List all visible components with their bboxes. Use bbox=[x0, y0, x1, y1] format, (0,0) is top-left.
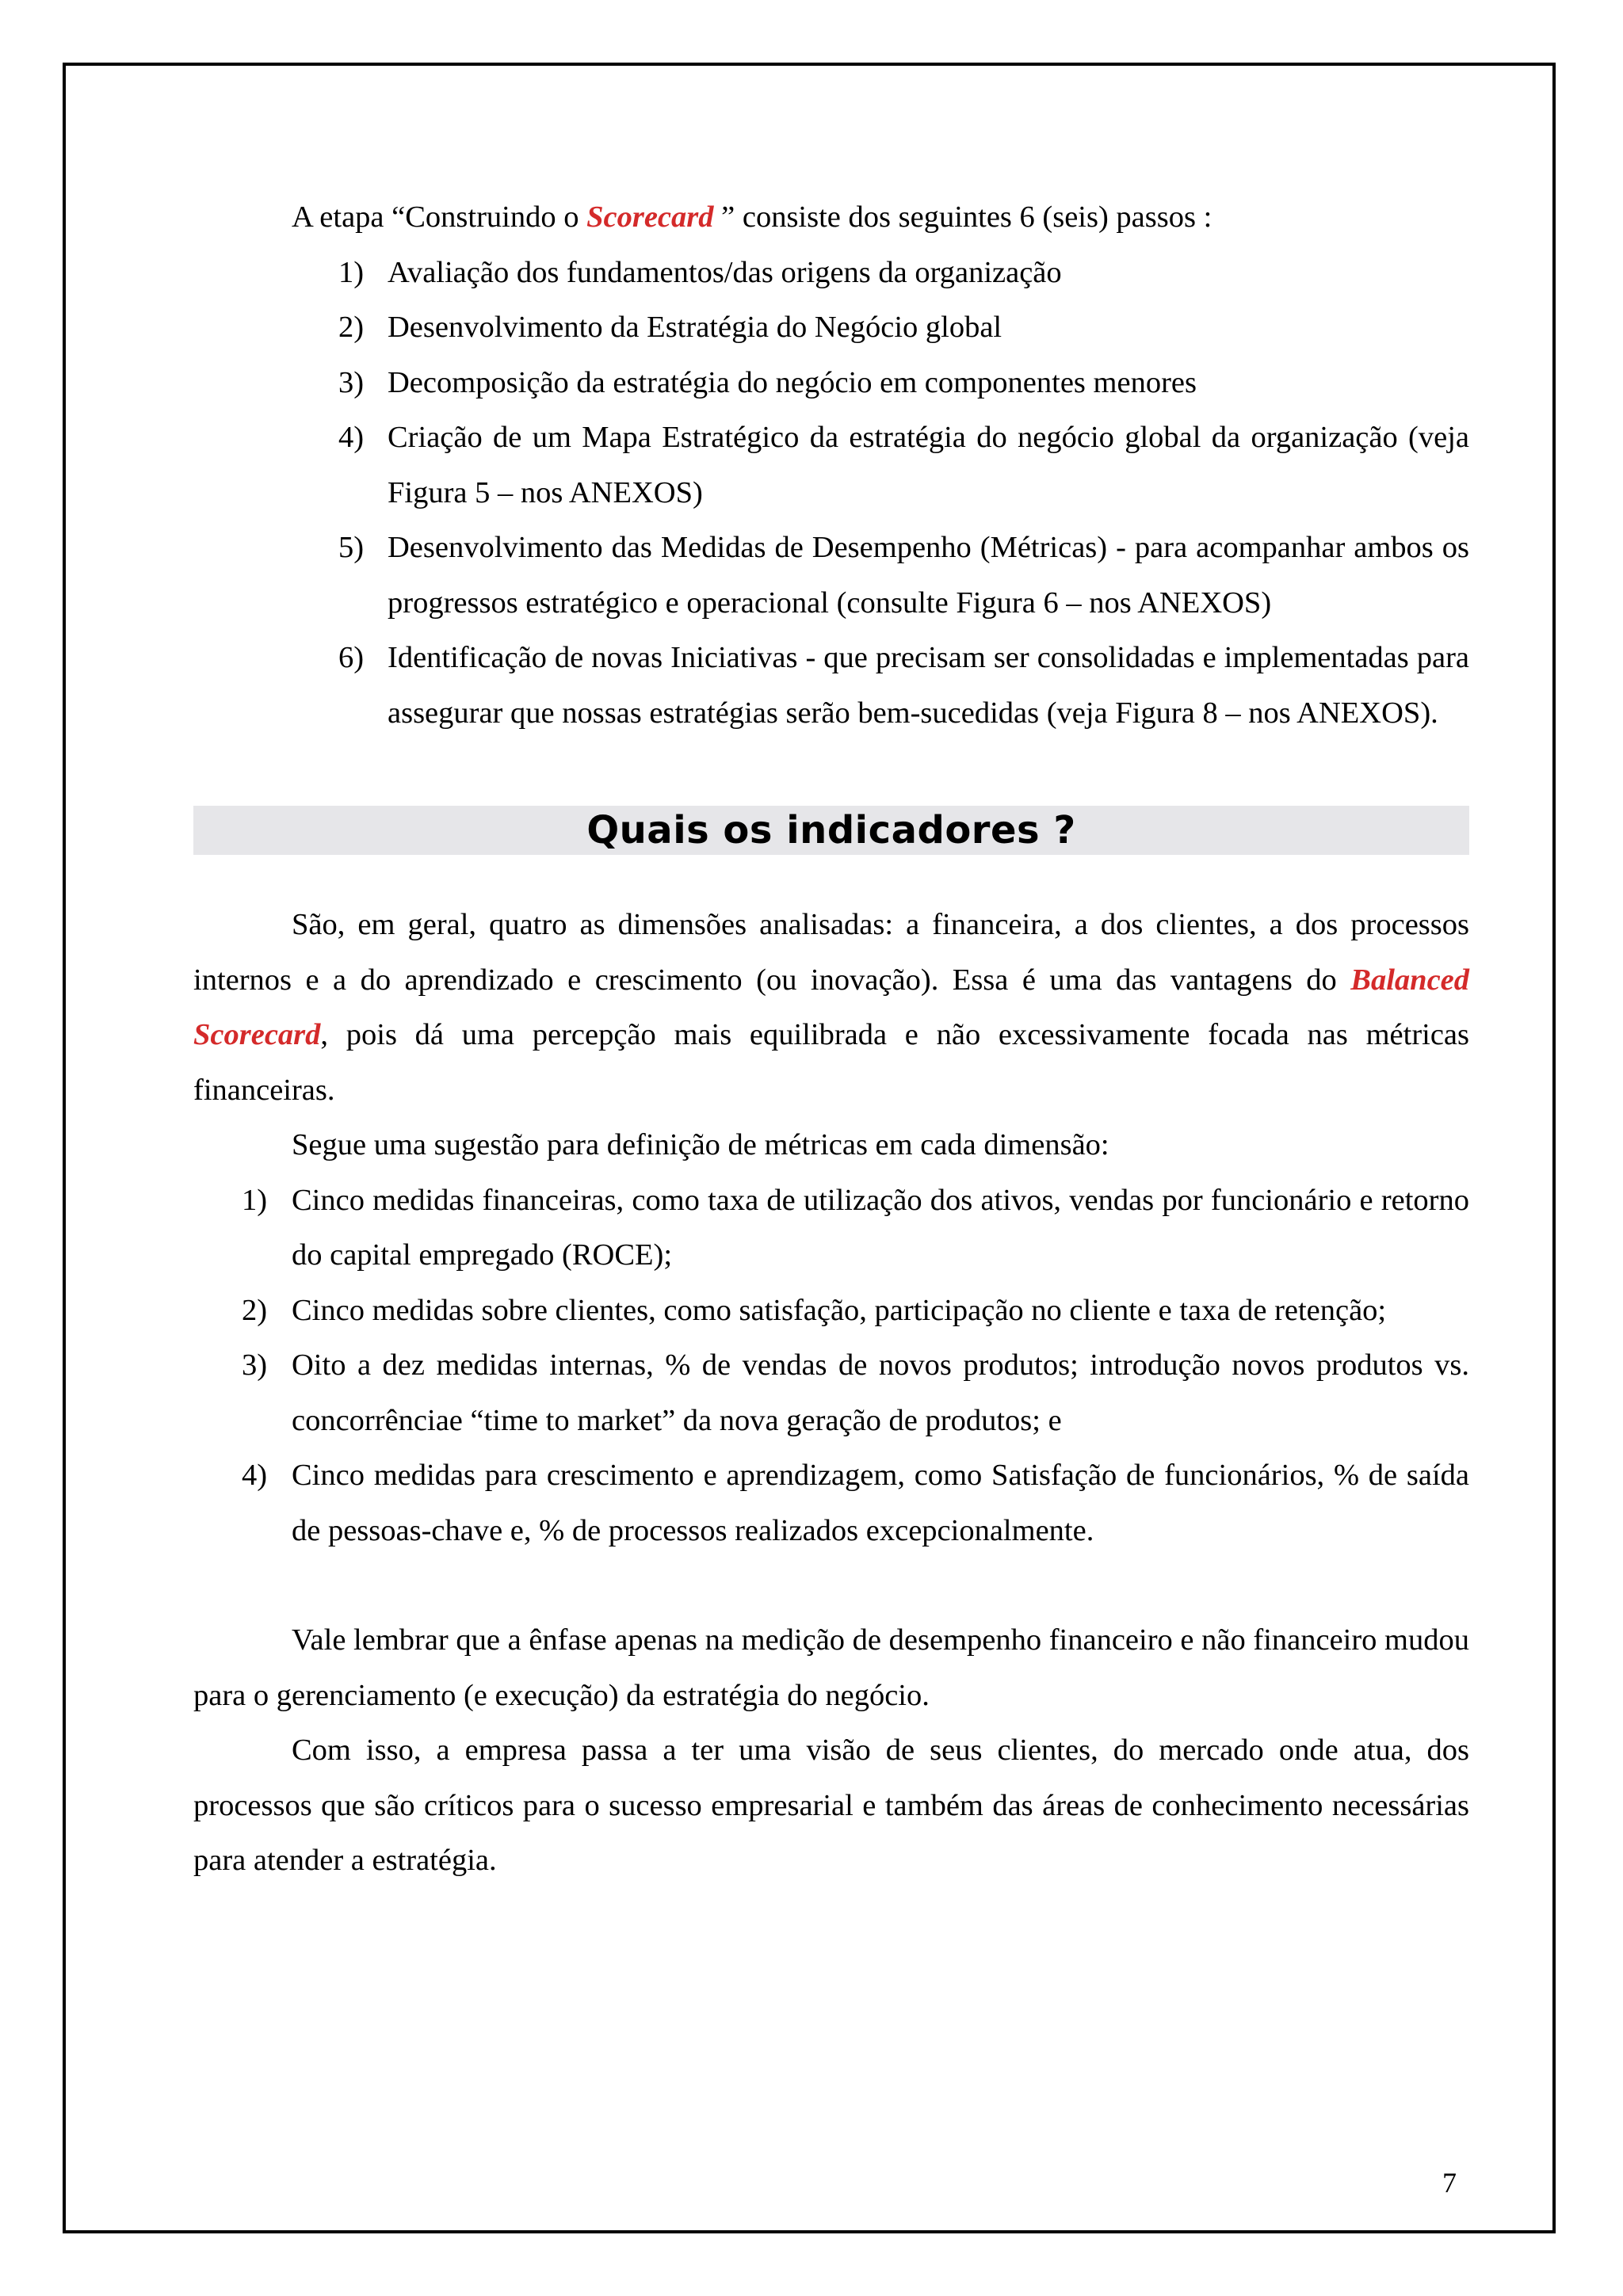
list-number: 2) bbox=[338, 311, 365, 344]
list-number: 1) bbox=[242, 1183, 268, 1217]
section-title: Quais os indicadores ? bbox=[586, 808, 1076, 852]
dimensions-before: São, em geral, quatro as dimensões analisadas: a financeira, a dos clientes, a dos processos internos e a do aprendizado e crescimento (ou inovação). Essa é uma das vantagens do bbox=[193, 908, 1469, 997]
list-text: Criação de um Mapa Estratégico da estratégia do negócio global da organização (veja Figura 5 – nos ANEXOS) bbox=[388, 421, 1469, 509]
list-item bbox=[193, 1448, 1469, 1558]
closing-paragraph: Com isso, a empresa passa a ter uma visão de seus clientes, do mercado onde atua, dos processos que são críticos para o sucesso empresarial e também das áreas de conhecimento necessárias para atender a estratégia. bbox=[193, 1733, 1469, 1877]
intro-before: A etapa “Construindo o bbox=[292, 200, 587, 234]
list-item bbox=[193, 246, 1469, 301]
metrics-list bbox=[193, 1173, 1469, 1559]
page-content bbox=[193, 190, 1469, 1889]
steps-list bbox=[193, 246, 1469, 742]
list-number: 2) bbox=[242, 1293, 268, 1327]
list-text: Cinco medidas para crescimento e aprendizagem, como Satisfação de funcionários, % de saída de pessoas-chave e, % de processos realizados excepcionalmente. bbox=[292, 1459, 1469, 1547]
list-text: Desenvolvimento das Medidas de Desempenho (Métricas) - para acompanhar ambos os progressos estratégico e operacional (consulte Figura 6 – nos ANEXOS) bbox=[388, 531, 1469, 620]
list-text: Cinco medidas sobre clientes, como satisfação, participação no cliente e taxa de retenção; bbox=[292, 1293, 1387, 1327]
list-text: Oito a dez medidas internas, % de vendas de novos produtos; introdução novos produtos vs. concorrênciae “time to market” da nova geração de produtos; e bbox=[292, 1348, 1469, 1437]
paragraph-spacer bbox=[193, 1558, 1469, 1613]
list-item bbox=[193, 1173, 1469, 1283]
list-number: 1) bbox=[338, 255, 365, 289]
section-heading-bar bbox=[193, 806, 1469, 855]
list-number: 4) bbox=[338, 421, 365, 454]
list-item bbox=[193, 521, 1469, 631]
dimensions-after: , pois dá uma percepção mais equilibrada e não excessivamente focada nas métricas financeiras. bbox=[193, 1018, 1469, 1107]
intro-highlight: Scorecard bbox=[586, 200, 714, 234]
list-item bbox=[193, 1283, 1469, 1339]
suggestion-paragraph: Segue uma sugestão para definição de métricas em cada dimensão: bbox=[292, 1128, 1109, 1161]
list-item bbox=[193, 356, 1469, 411]
list-number: 6) bbox=[338, 641, 365, 674]
list-number: 3) bbox=[338, 365, 365, 399]
list-number: 5) bbox=[338, 531, 365, 564]
dimensions-paragraph bbox=[193, 898, 1469, 1118]
list-number: 4) bbox=[242, 1459, 268, 1492]
intro-after: ” consiste dos seguintes 6 (seis) passos : bbox=[713, 200, 1212, 234]
list-text: Avaliação dos fundamentos/das origens da organização bbox=[388, 255, 1062, 289]
closing-paragraph: Vale lembrar que a ênfase apenas na medição de desempenho financeiro e não financeiro mudou para o gerenciamento (e execução) da estratégia do negócio. bbox=[193, 1623, 1469, 1712]
list-item bbox=[193, 1338, 1469, 1448]
page-number: 7 bbox=[1442, 2167, 1457, 2199]
intro-paragraph bbox=[193, 190, 1469, 246]
list-text: Identificação de novas Iniciativas - que precisam ser consolidadas e implementadas para assegurar que nossas estratégias serão bem-sucedidas (veja Figura 8 – nos ANEXOS). bbox=[388, 641, 1469, 730]
list-text: Decomposição da estratégia do negócio em componentes menores bbox=[388, 365, 1197, 399]
list-item bbox=[193, 631, 1469, 741]
list-text: Cinco medidas financeiras, como taxa de utilização dos ativos, vendas por funcionário e retorno do capital empregado (ROCE); bbox=[292, 1183, 1469, 1272]
list-number: 3) bbox=[242, 1348, 268, 1382]
list-item bbox=[193, 300, 1469, 356]
dimensions-highlight: Balanced Scorecard bbox=[193, 963, 1469, 1051]
list-item bbox=[193, 410, 1469, 521]
list-text: Desenvolvimento da Estratégia do Negócio global bbox=[388, 311, 1002, 344]
